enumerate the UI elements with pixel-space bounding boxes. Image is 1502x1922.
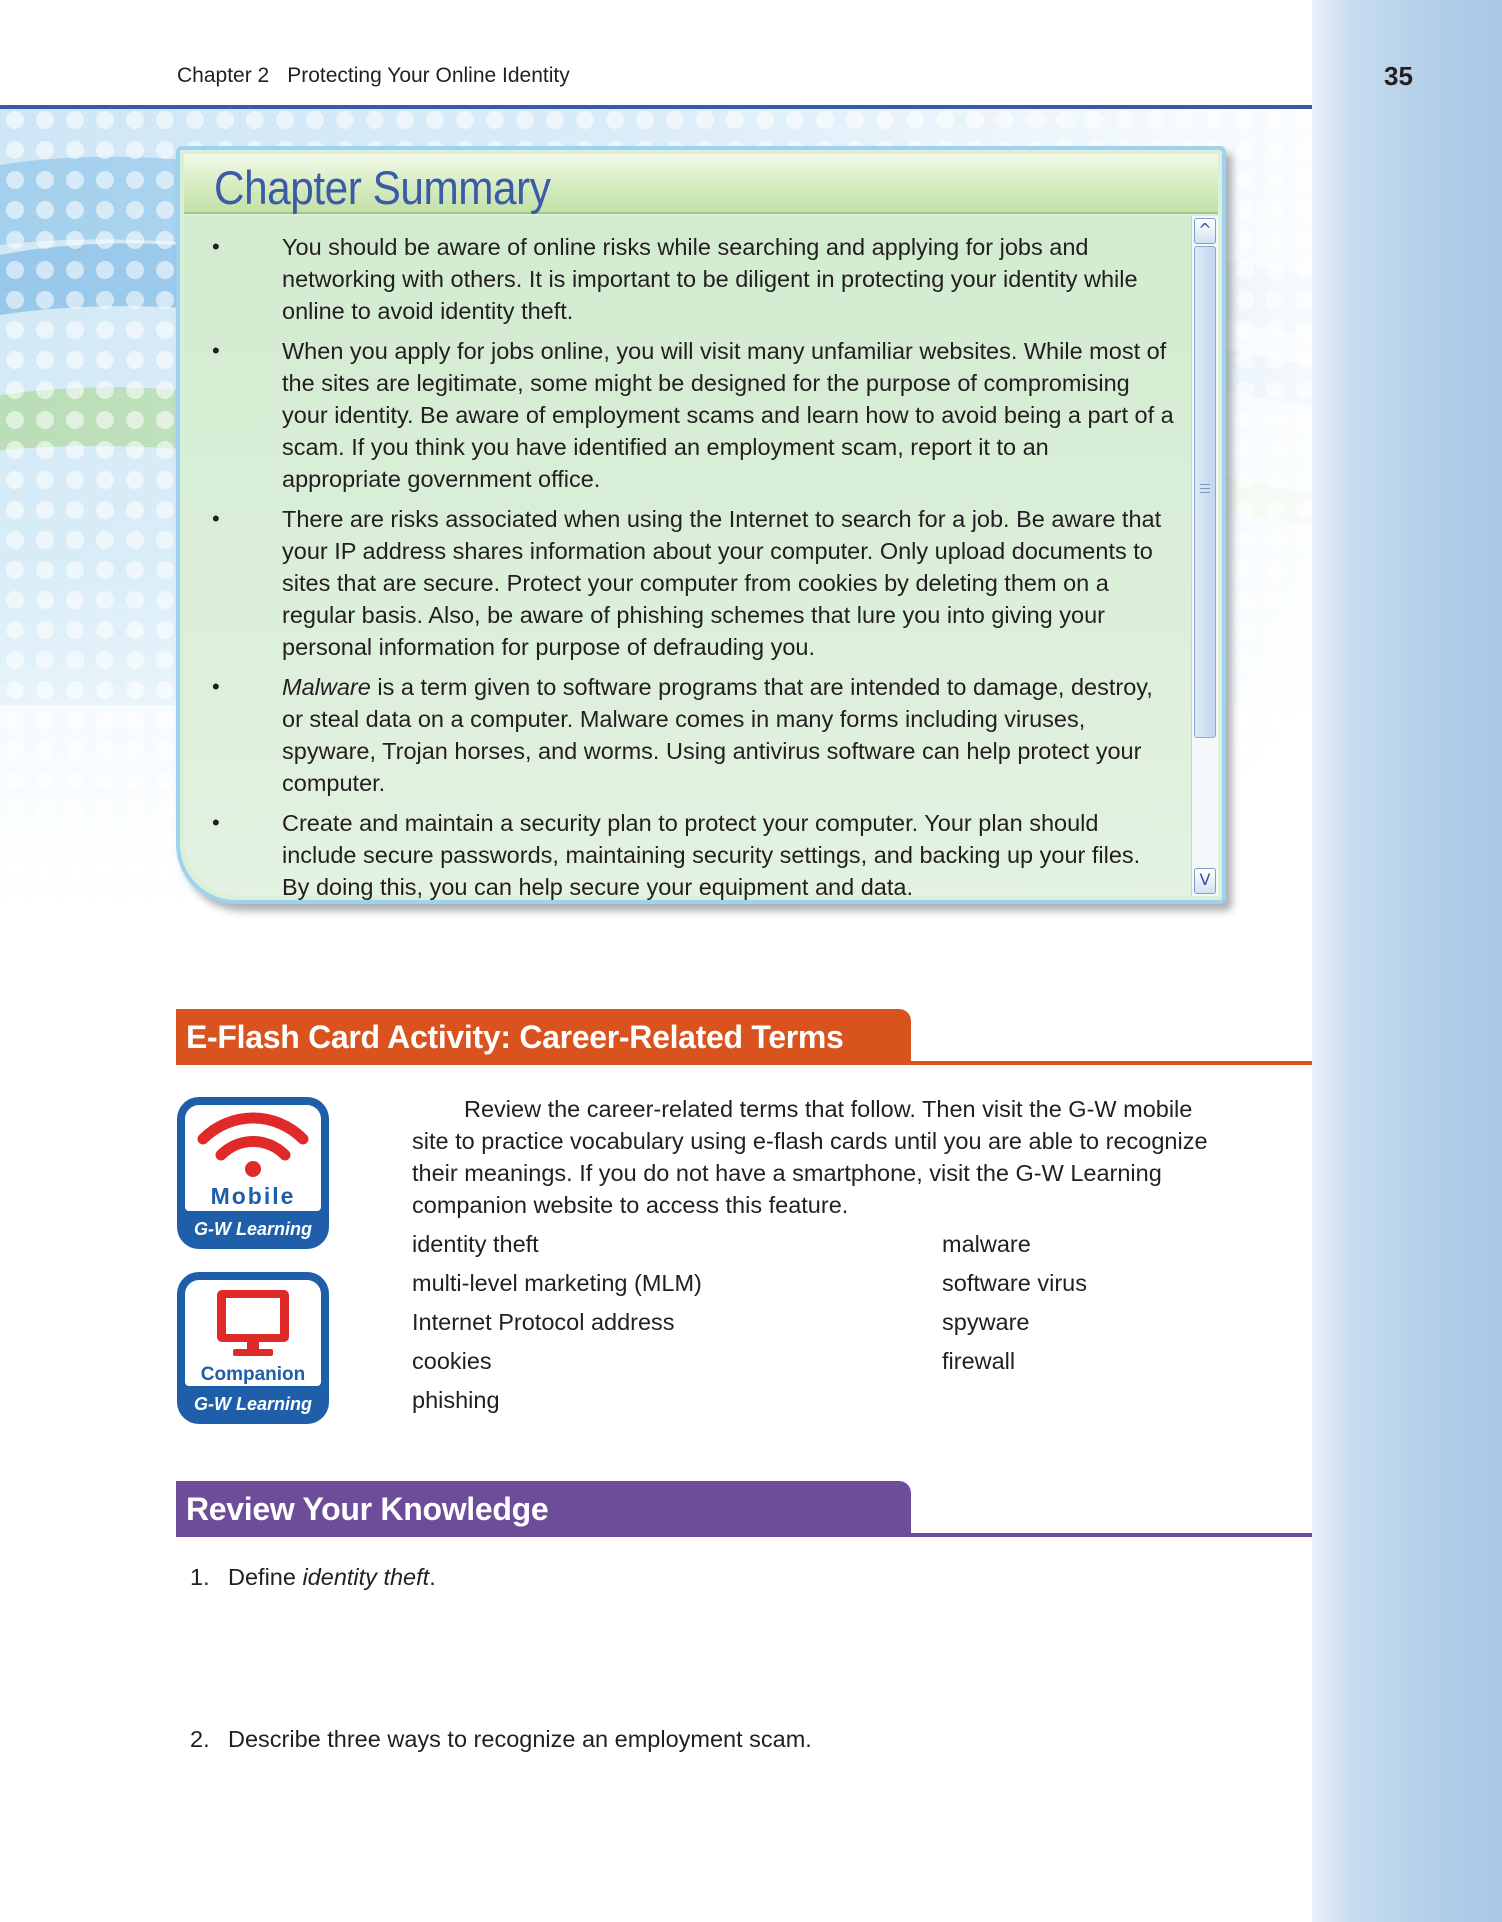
monitor-icon	[185, 1280, 321, 1364]
summary-body	[184, 216, 1192, 900]
mobile-badge-sub: G-W Learning	[194, 1219, 312, 1239]
bullet-icon: •	[212, 506, 220, 531]
term-item: phishing	[412, 1387, 500, 1413]
mobile-badge-face	[185, 1105, 321, 1211]
term-item: cookies	[412, 1348, 492, 1374]
term-item: multi-level marketing (MLM)	[412, 1270, 702, 1296]
running-head	[177, 64, 570, 88]
eflash-rule	[176, 1061, 1312, 1065]
chapter-title: Protecting Your Online Identity	[287, 64, 570, 87]
companion-badge[interactable]	[177, 1272, 329, 1424]
header-rule	[0, 105, 1312, 109]
scroll-thumb[interactable]	[1194, 246, 1216, 738]
chapter-summary-window	[176, 146, 1226, 904]
summary-item-text: is a term given to software programs that are intended to damage, destroy, or steal data on a computer. Malware comes in many forms including viruses, spyware, Trojan horses, and worms. Using antivirus software can help protect your computer.	[282, 674, 1153, 796]
term-item: malware	[942, 1231, 1031, 1257]
companion-badge-word: Companion	[200, 1364, 306, 1385]
summary-title-bar	[184, 154, 1218, 214]
page-number: 35	[1384, 61, 1413, 91]
term-item: spyware	[942, 1309, 1030, 1335]
companion-badge-sub: G-W Learning	[194, 1394, 312, 1414]
term-item: Internet Protocol address	[412, 1309, 675, 1335]
mobile-badge-word: Mobile	[210, 1183, 296, 1209]
terms-left-column	[412, 1225, 702, 1420]
summary-list	[184, 231, 1174, 911]
summary-scrollbar[interactable]	[1191, 216, 1218, 896]
eflash-intro: Review the career-related terms that follow. Then visit the G-W mobile site to practice vocabulary using e-flash cards until you are able to recognize their meanings. If you do not have a smartphone, visit the G-W Learning companion website to access this feature.	[412, 1096, 1208, 1218]
wifi-icon	[185, 1105, 321, 1185]
scroll-down-button[interactable]: V	[1194, 868, 1216, 894]
bullet-icon: •	[212, 234, 220, 259]
review-heading: Review Your Knowledge	[176, 1481, 911, 1537]
terms-right-column	[942, 1225, 1087, 1381]
question-end: .	[429, 1564, 436, 1590]
bullet-icon: •	[212, 810, 220, 835]
term-item: firewall	[942, 1348, 1016, 1374]
summary-item-text: When you apply for jobs online, you will visit many unfamiliar websites. While most of the sites are legitimate, some might be designed for the purpose of compromising your identity. Be aware of employment scams and learn how to avoid being a part of a scam. If you think you have identified an employment scam, report it to an appropriate government office.	[282, 338, 1174, 492]
review-question	[190, 1564, 436, 1591]
scroll-up-button[interactable]: ^	[1194, 218, 1216, 244]
review-question	[190, 1726, 812, 1753]
chapter-label: Chapter 2	[177, 64, 270, 87]
summary-item	[184, 671, 1174, 799]
grip-icon	[1200, 484, 1210, 496]
eflash-heading: E-Flash Card Activity: Career-Related Terms	[176, 1009, 911, 1065]
mobile-badge[interactable]	[177, 1097, 329, 1249]
review-rule	[176, 1533, 1312, 1537]
question-text: Describe three ways to recognize an employment scam.	[228, 1726, 812, 1752]
question-number: 1.	[190, 1564, 210, 1590]
question-term: identity theft	[302, 1564, 430, 1590]
term-item: software virus	[942, 1270, 1087, 1296]
term-item: identity theft	[412, 1231, 539, 1257]
summary-item-italic: Malware	[282, 674, 371, 700]
summary-item-text: You should be aware of online risks while searching and applying for jobs and networking with others. It is important to be diligent in protecting your identity while online to avoid identity theft.	[282, 234, 1138, 324]
page-edge-strip	[1312, 0, 1502, 1922]
summary-item-text: Create and maintain a security plan to protect your computer. Your plan should include secure passwords, maintaining security settings, and backing up your files. By doing this, you can help secure your equipment and data.	[282, 810, 1141, 900]
summary-title: Chapter Summary	[214, 161, 551, 214]
question-number: 2.	[190, 1726, 210, 1752]
summary-item	[184, 503, 1174, 663]
bullet-icon: •	[212, 338, 220, 363]
bullet-icon: •	[212, 674, 220, 699]
summary-item-text: There are risks associated when using the Internet to search for a job. Be aware that your IP address shares information about your computer. Only upload documents to sites that are secure. Protect your computer from cookies by deleting them on a regular basis. Also, be aware of phishing schemes that lure you into giving your personal information for purpose of defrauding you.	[282, 506, 1162, 660]
summary-item	[184, 335, 1174, 495]
summary-item	[184, 807, 1174, 903]
question-text: Define	[228, 1564, 303, 1590]
companion-badge-face	[185, 1280, 321, 1386]
summary-item	[184, 231, 1174, 327]
